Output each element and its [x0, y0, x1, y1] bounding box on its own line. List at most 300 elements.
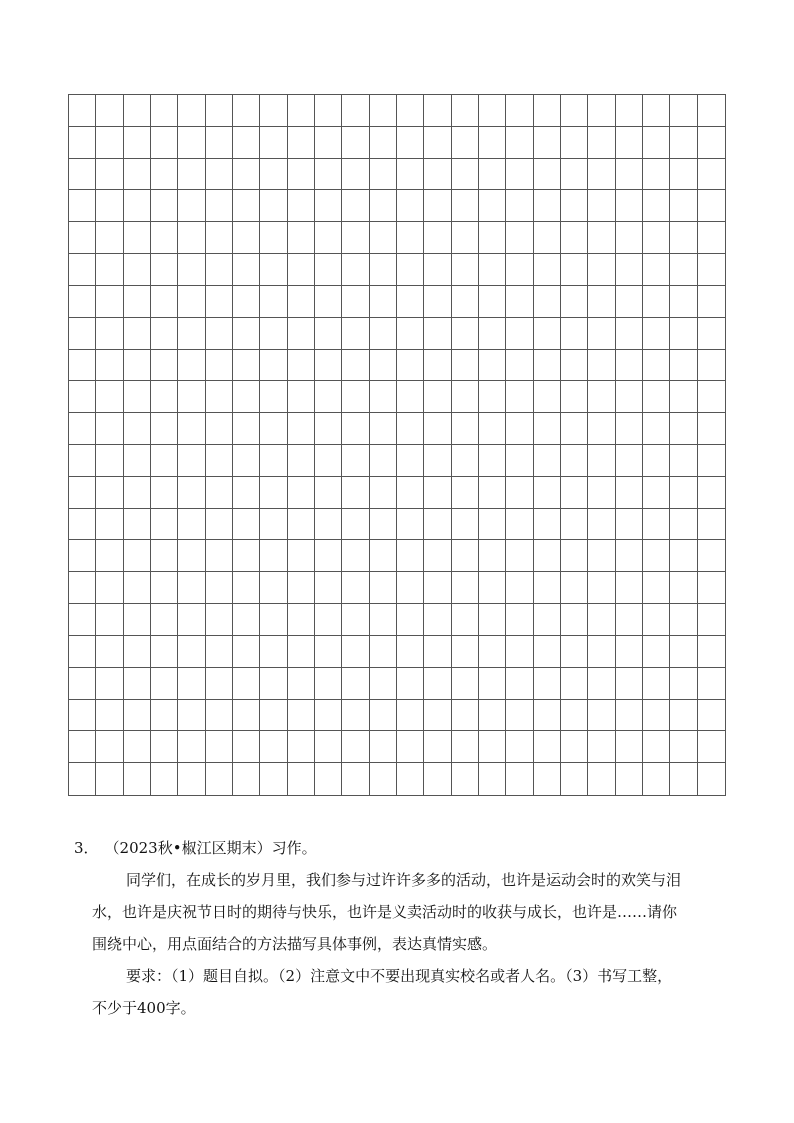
grid-cell[interactable]	[616, 668, 643, 700]
grid-cell[interactable]	[69, 413, 96, 445]
grid-cell[interactable]	[561, 318, 588, 350]
grid-cell[interactable]	[643, 763, 670, 795]
grid-cell[interactable]	[452, 668, 479, 700]
grid-cell[interactable]	[69, 604, 96, 636]
grid-cell[interactable]	[124, 318, 151, 350]
grid-cell[interactable]	[370, 700, 397, 732]
grid-cell[interactable]	[288, 127, 315, 159]
grid-cell[interactable]	[69, 477, 96, 509]
grid-cell[interactable]	[206, 636, 233, 668]
grid-cell[interactable]	[616, 700, 643, 732]
grid-cell[interactable]	[151, 509, 178, 541]
grid-cell[interactable]	[479, 95, 506, 127]
grid-cell[interactable]	[260, 190, 287, 222]
grid-cell[interactable]	[534, 350, 561, 382]
grid-cell[interactable]	[424, 445, 451, 477]
grid-cell[interactable]	[397, 731, 424, 763]
grid-cell[interactable]	[288, 763, 315, 795]
grid-cell[interactable]	[397, 222, 424, 254]
grid-cell[interactable]	[397, 95, 424, 127]
grid-cell[interactable]	[698, 95, 725, 127]
grid-cell[interactable]	[698, 318, 725, 350]
grid-cell[interactable]	[96, 731, 123, 763]
grid-cell[interactable]	[315, 413, 342, 445]
grid-cell[interactable]	[698, 286, 725, 318]
grid-cell[interactable]	[534, 222, 561, 254]
grid-cell[interactable]	[534, 95, 561, 127]
grid-cell[interactable]	[616, 509, 643, 541]
grid-cell[interactable]	[260, 95, 287, 127]
grid-cell[interactable]	[151, 540, 178, 572]
grid-cell[interactable]	[288, 445, 315, 477]
grid-cell[interactable]	[96, 222, 123, 254]
grid-cell[interactable]	[506, 381, 533, 413]
grid-cell[interactable]	[534, 159, 561, 191]
grid-cell[interactable]	[698, 159, 725, 191]
grid-cell[interactable]	[424, 254, 451, 286]
grid-cell[interactable]	[616, 604, 643, 636]
grid-cell[interactable]	[643, 318, 670, 350]
grid-cell[interactable]	[124, 286, 151, 318]
grid-cell[interactable]	[588, 318, 615, 350]
grid-cell[interactable]	[206, 254, 233, 286]
grid-cell[interactable]	[479, 127, 506, 159]
grid-cell[interactable]	[452, 604, 479, 636]
grid-cell[interactable]	[124, 254, 151, 286]
grid-cell[interactable]	[424, 222, 451, 254]
grid-cell[interactable]	[233, 731, 260, 763]
grid-cell[interactable]	[315, 190, 342, 222]
grid-cell[interactable]	[506, 95, 533, 127]
grid-cell[interactable]	[178, 731, 205, 763]
grid-cell[interactable]	[260, 318, 287, 350]
grid-cell[interactable]	[69, 445, 96, 477]
grid-cell[interactable]	[315, 700, 342, 732]
grid-cell[interactable]	[151, 700, 178, 732]
grid-cell[interactable]	[342, 509, 369, 541]
grid-cell[interactable]	[370, 445, 397, 477]
grid-cell[interactable]	[260, 413, 287, 445]
grid-cell[interactable]	[588, 445, 615, 477]
grid-cell[interactable]	[534, 477, 561, 509]
grid-cell[interactable]	[124, 540, 151, 572]
grid-cell[interactable]	[698, 190, 725, 222]
grid-cell[interactable]	[124, 381, 151, 413]
grid-cell[interactable]	[151, 413, 178, 445]
grid-cell[interactable]	[178, 668, 205, 700]
grid-cell[interactable]	[670, 254, 697, 286]
grid-cell[interactable]	[397, 413, 424, 445]
grid-cell[interactable]	[643, 159, 670, 191]
grid-cell[interactable]	[124, 413, 151, 445]
grid-cell[interactable]	[69, 159, 96, 191]
grid-cell[interactable]	[178, 381, 205, 413]
grid-cell[interactable]	[124, 190, 151, 222]
grid-cell[interactable]	[178, 222, 205, 254]
grid-cell[interactable]	[178, 286, 205, 318]
grid-cell[interactable]	[479, 159, 506, 191]
grid-cell[interactable]	[616, 540, 643, 572]
grid-cell[interactable]	[315, 127, 342, 159]
grid-cell[interactable]	[561, 445, 588, 477]
grid-cell[interactable]	[561, 159, 588, 191]
grid-cell[interactable]	[69, 286, 96, 318]
grid-cell[interactable]	[151, 636, 178, 668]
grid-cell[interactable]	[561, 381, 588, 413]
grid-cell[interactable]	[260, 636, 287, 668]
grid-cell[interactable]	[424, 190, 451, 222]
grid-cell[interactable]	[260, 509, 287, 541]
grid-cell[interactable]	[506, 668, 533, 700]
grid-cell[interactable]	[206, 190, 233, 222]
grid-cell[interactable]	[370, 477, 397, 509]
grid-cell[interactable]	[96, 763, 123, 795]
grid-cell[interactable]	[588, 636, 615, 668]
grid-cell[interactable]	[452, 572, 479, 604]
grid-cell[interactable]	[424, 413, 451, 445]
grid-cell[interactable]	[561, 350, 588, 382]
grid-cell[interactable]	[698, 350, 725, 382]
grid-cell[interactable]	[643, 445, 670, 477]
grid-cell[interactable]	[588, 763, 615, 795]
grid-cell[interactable]	[670, 413, 697, 445]
grid-cell[interactable]	[670, 381, 697, 413]
grid-cell[interactable]	[397, 286, 424, 318]
grid-cell[interactable]	[561, 286, 588, 318]
grid-cell[interactable]	[670, 286, 697, 318]
grid-cell[interactable]	[233, 95, 260, 127]
grid-cell[interactable]	[506, 159, 533, 191]
grid-cell[interactable]	[479, 604, 506, 636]
grid-cell[interactable]	[178, 350, 205, 382]
grid-cell[interactable]	[69, 350, 96, 382]
grid-cell[interactable]	[397, 763, 424, 795]
grid-cell[interactable]	[233, 381, 260, 413]
grid-cell[interactable]	[151, 477, 178, 509]
grid-cell[interactable]	[288, 95, 315, 127]
grid-cell[interactable]	[588, 731, 615, 763]
grid-cell[interactable]	[233, 700, 260, 732]
grid-cell[interactable]	[506, 254, 533, 286]
grid-cell[interactable]	[588, 572, 615, 604]
grid-cell[interactable]	[206, 159, 233, 191]
grid-cell[interactable]	[260, 731, 287, 763]
grid-cell[interactable]	[233, 572, 260, 604]
grid-cell[interactable]	[315, 636, 342, 668]
grid-cell[interactable]	[698, 509, 725, 541]
grid-cell[interactable]	[479, 763, 506, 795]
grid-cell[interactable]	[561, 700, 588, 732]
grid-cell[interactable]	[452, 95, 479, 127]
grid-cell[interactable]	[206, 381, 233, 413]
grid-cell[interactable]	[288, 509, 315, 541]
grid-cell[interactable]	[151, 381, 178, 413]
grid-cell[interactable]	[479, 222, 506, 254]
grid-cell[interactable]	[670, 604, 697, 636]
grid-cell[interactable]	[670, 190, 697, 222]
grid-cell[interactable]	[315, 381, 342, 413]
grid-cell[interactable]	[534, 190, 561, 222]
grid-cell[interactable]	[561, 668, 588, 700]
grid-cell[interactable]	[178, 190, 205, 222]
grid-cell[interactable]	[588, 477, 615, 509]
grid-cell[interactable]	[315, 668, 342, 700]
grid-cell[interactable]	[124, 636, 151, 668]
grid-cell[interactable]	[342, 350, 369, 382]
grid-cell[interactable]	[124, 509, 151, 541]
grid-cell[interactable]	[260, 763, 287, 795]
grid-cell[interactable]	[643, 477, 670, 509]
grid-cell[interactable]	[588, 350, 615, 382]
grid-cell[interactable]	[643, 95, 670, 127]
grid-cell[interactable]	[616, 413, 643, 445]
grid-cell[interactable]	[370, 509, 397, 541]
grid-cell[interactable]	[643, 636, 670, 668]
grid-cell[interactable]	[534, 445, 561, 477]
grid-cell[interactable]	[643, 254, 670, 286]
grid-cell[interactable]	[124, 700, 151, 732]
grid-cell[interactable]	[178, 700, 205, 732]
grid-cell[interactable]	[342, 127, 369, 159]
grid-cell[interactable]	[479, 636, 506, 668]
grid-cell[interactable]	[670, 700, 697, 732]
grid-cell[interactable]	[698, 127, 725, 159]
grid-cell[interactable]	[506, 763, 533, 795]
grid-cell[interactable]	[342, 731, 369, 763]
grid-cell[interactable]	[233, 636, 260, 668]
grid-cell[interactable]	[342, 222, 369, 254]
grid-cell[interactable]	[370, 127, 397, 159]
grid-cell[interactable]	[588, 286, 615, 318]
grid-cell[interactable]	[315, 731, 342, 763]
grid-cell[interactable]	[151, 318, 178, 350]
grid-cell[interactable]	[370, 318, 397, 350]
grid-cell[interactable]	[698, 413, 725, 445]
grid-cell[interactable]	[288, 381, 315, 413]
grid-cell[interactable]	[397, 668, 424, 700]
grid-cell[interactable]	[588, 95, 615, 127]
grid-cell[interactable]	[151, 95, 178, 127]
grid-cell[interactable]	[233, 445, 260, 477]
grid-cell[interactable]	[96, 540, 123, 572]
grid-cell[interactable]	[288, 477, 315, 509]
grid-cell[interactable]	[288, 700, 315, 732]
grid-cell[interactable]	[206, 572, 233, 604]
grid-cell[interactable]	[479, 668, 506, 700]
grid-cell[interactable]	[96, 636, 123, 668]
grid-cell[interactable]	[206, 222, 233, 254]
grid-cell[interactable]	[151, 127, 178, 159]
grid-cell[interactable]	[534, 413, 561, 445]
grid-cell[interactable]	[424, 700, 451, 732]
grid-cell[interactable]	[670, 127, 697, 159]
grid-cell[interactable]	[670, 731, 697, 763]
grid-cell[interactable]	[96, 127, 123, 159]
grid-cell[interactable]	[452, 731, 479, 763]
grid-cell[interactable]	[288, 668, 315, 700]
grid-cell[interactable]	[178, 540, 205, 572]
grid-cell[interactable]	[124, 95, 151, 127]
grid-cell[interactable]	[206, 509, 233, 541]
grid-cell[interactable]	[479, 381, 506, 413]
grid-cell[interactable]	[69, 222, 96, 254]
grid-cell[interactable]	[424, 95, 451, 127]
grid-cell[interactable]	[342, 604, 369, 636]
grid-cell[interactable]	[124, 159, 151, 191]
grid-cell[interactable]	[397, 350, 424, 382]
grid-cell[interactable]	[69, 668, 96, 700]
grid-cell[interactable]	[616, 95, 643, 127]
grid-cell[interactable]	[151, 445, 178, 477]
grid-cell[interactable]	[452, 636, 479, 668]
grid-cell[interactable]	[69, 318, 96, 350]
grid-cell[interactable]	[479, 731, 506, 763]
grid-cell[interactable]	[397, 509, 424, 541]
grid-cell[interactable]	[534, 604, 561, 636]
grid-cell[interactable]	[616, 127, 643, 159]
grid-cell[interactable]	[315, 540, 342, 572]
grid-cell[interactable]	[424, 604, 451, 636]
grid-cell[interactable]	[616, 445, 643, 477]
grid-cell[interactable]	[397, 381, 424, 413]
grid-cell[interactable]	[452, 413, 479, 445]
grid-cell[interactable]	[178, 636, 205, 668]
grid-cell[interactable]	[233, 318, 260, 350]
grid-cell[interactable]	[670, 540, 697, 572]
grid-cell[interactable]	[151, 286, 178, 318]
grid-cell[interactable]	[534, 636, 561, 668]
grid-cell[interactable]	[452, 509, 479, 541]
grid-cell[interactable]	[96, 445, 123, 477]
grid-cell[interactable]	[588, 668, 615, 700]
grid-cell[interactable]	[698, 254, 725, 286]
grid-cell[interactable]	[233, 350, 260, 382]
grid-cell[interactable]	[397, 127, 424, 159]
grid-cell[interactable]	[124, 572, 151, 604]
grid-cell[interactable]	[96, 286, 123, 318]
grid-cell[interactable]	[588, 222, 615, 254]
grid-cell[interactable]	[397, 445, 424, 477]
grid-cell[interactable]	[698, 540, 725, 572]
grid-cell[interactable]	[506, 318, 533, 350]
grid-cell[interactable]	[233, 763, 260, 795]
grid-cell[interactable]	[670, 477, 697, 509]
grid-cell[interactable]	[479, 318, 506, 350]
grid-cell[interactable]	[534, 509, 561, 541]
grid-cell[interactable]	[561, 413, 588, 445]
grid-cell[interactable]	[342, 572, 369, 604]
grid-cell[interactable]	[670, 636, 697, 668]
grid-cell[interactable]	[424, 509, 451, 541]
grid-cell[interactable]	[506, 700, 533, 732]
grid-cell[interactable]	[151, 668, 178, 700]
grid-cell[interactable]	[424, 318, 451, 350]
grid-cell[interactable]	[370, 763, 397, 795]
grid-cell[interactable]	[206, 540, 233, 572]
grid-cell[interactable]	[506, 127, 533, 159]
grid-cell[interactable]	[96, 254, 123, 286]
grid-cell[interactable]	[315, 350, 342, 382]
grid-cell[interactable]	[452, 254, 479, 286]
grid-cell[interactable]	[424, 636, 451, 668]
grid-cell[interactable]	[206, 318, 233, 350]
grid-cell[interactable]	[206, 668, 233, 700]
grid-cell[interactable]	[370, 190, 397, 222]
grid-cell[interactable]	[561, 222, 588, 254]
grid-cell[interactable]	[534, 127, 561, 159]
grid-cell[interactable]	[424, 477, 451, 509]
grid-cell[interactable]	[452, 700, 479, 732]
grid-cell[interactable]	[670, 763, 697, 795]
grid-cell[interactable]	[124, 604, 151, 636]
grid-cell[interactable]	[506, 413, 533, 445]
grid-cell[interactable]	[233, 477, 260, 509]
grid-cell[interactable]	[124, 477, 151, 509]
grid-cell[interactable]	[315, 95, 342, 127]
grid-cell[interactable]	[616, 350, 643, 382]
grid-cell[interactable]	[698, 700, 725, 732]
grid-cell[interactable]	[69, 190, 96, 222]
grid-cell[interactable]	[342, 668, 369, 700]
grid-cell[interactable]	[206, 445, 233, 477]
grid-cell[interactable]	[616, 286, 643, 318]
grid-cell[interactable]	[178, 159, 205, 191]
grid-cell[interactable]	[342, 159, 369, 191]
grid-cell[interactable]	[151, 572, 178, 604]
grid-cell[interactable]	[397, 604, 424, 636]
grid-cell[interactable]	[96, 509, 123, 541]
grid-cell[interactable]	[452, 286, 479, 318]
grid-cell[interactable]	[342, 700, 369, 732]
grid-cell[interactable]	[588, 540, 615, 572]
grid-cell[interactable]	[260, 668, 287, 700]
grid-cell[interactable]	[206, 763, 233, 795]
grid-cell[interactable]	[178, 509, 205, 541]
grid-cell[interactable]	[452, 127, 479, 159]
grid-cell[interactable]	[151, 254, 178, 286]
grid-cell[interactable]	[178, 95, 205, 127]
grid-cell[interactable]	[370, 540, 397, 572]
grid-cell[interactable]	[643, 540, 670, 572]
grid-cell[interactable]	[233, 604, 260, 636]
grid-cell[interactable]	[424, 731, 451, 763]
grid-cell[interactable]	[561, 127, 588, 159]
grid-cell[interactable]	[342, 477, 369, 509]
grid-cell[interactable]	[206, 731, 233, 763]
grid-cell[interactable]	[151, 763, 178, 795]
grid-cell[interactable]	[397, 540, 424, 572]
grid-cell[interactable]	[424, 381, 451, 413]
grid-cell[interactable]	[424, 127, 451, 159]
grid-cell[interactable]	[260, 286, 287, 318]
grid-cell[interactable]	[151, 350, 178, 382]
grid-cell[interactable]	[616, 572, 643, 604]
grid-cell[interactable]	[397, 636, 424, 668]
grid-cell[interactable]	[69, 763, 96, 795]
grid-cell[interactable]	[96, 668, 123, 700]
grid-cell[interactable]	[698, 763, 725, 795]
grid-cell[interactable]	[397, 318, 424, 350]
grid-cell[interactable]	[342, 318, 369, 350]
grid-cell[interactable]	[479, 477, 506, 509]
grid-cell[interactable]	[96, 413, 123, 445]
grid-cell[interactable]	[643, 190, 670, 222]
grid-cell[interactable]	[698, 477, 725, 509]
grid-cell[interactable]	[424, 540, 451, 572]
grid-cell[interactable]	[178, 445, 205, 477]
grid-cell[interactable]	[479, 413, 506, 445]
grid-cell[interactable]	[698, 636, 725, 668]
